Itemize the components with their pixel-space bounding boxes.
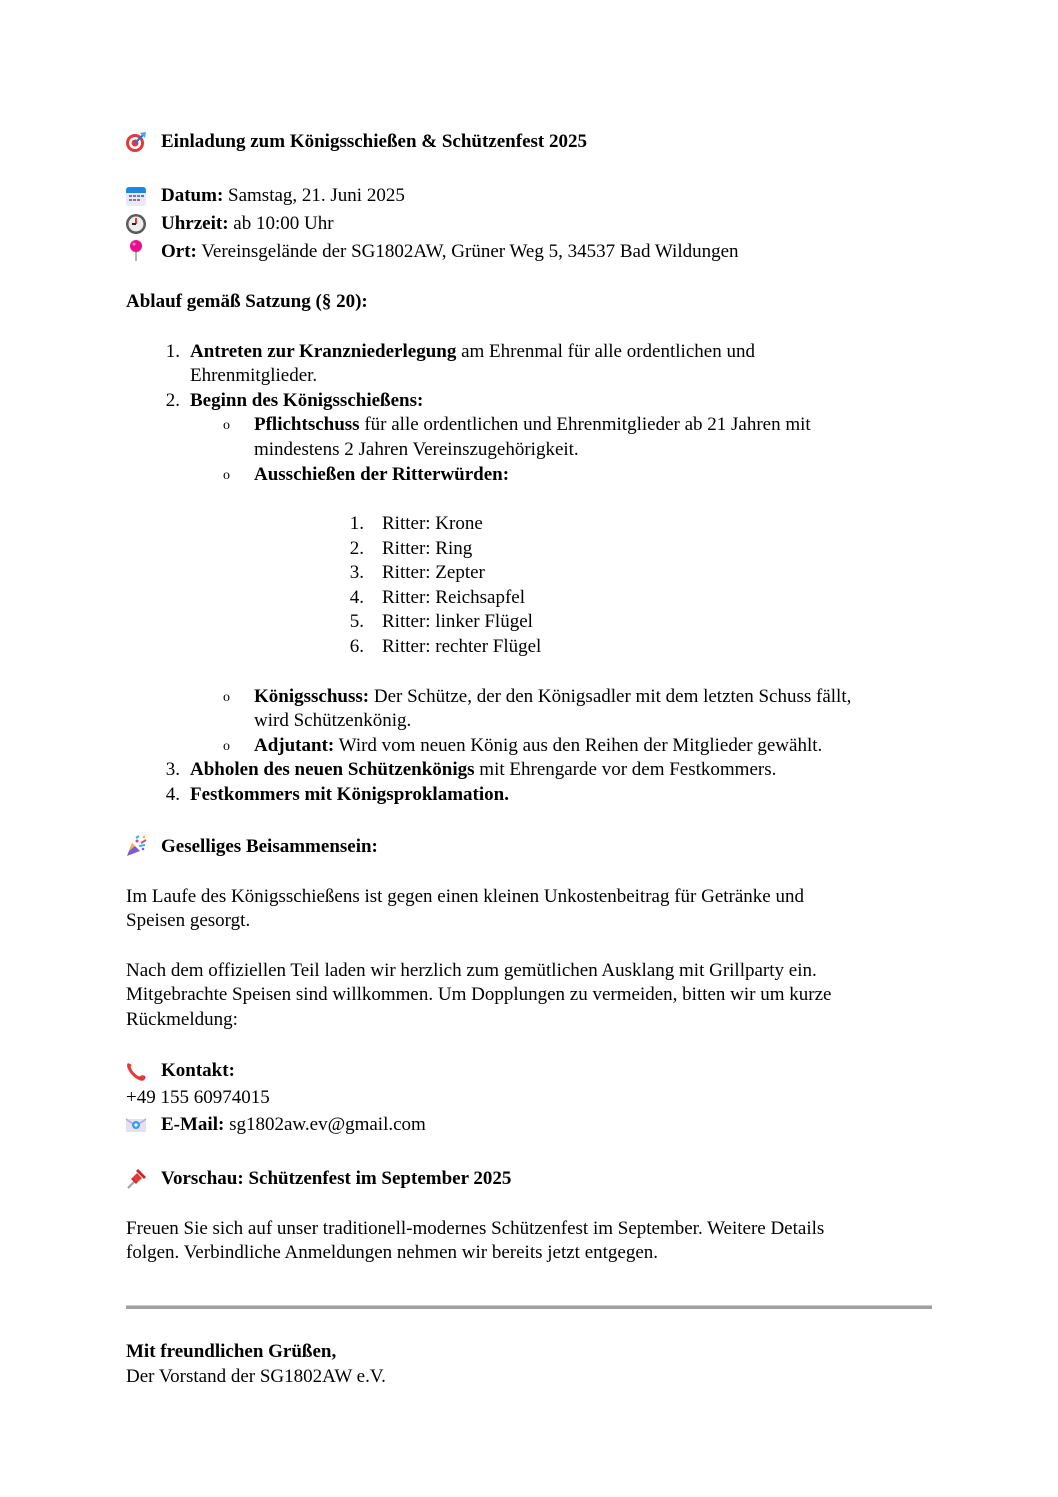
- preview-heading-text: Vorschau: Schützenfest im September 2025: [161, 1168, 512, 1189]
- social-para2-line2: Mitgebrachte Speisen sind willkommen. Um Dopplungen zu vermeiden, bitten wir um kurze: [126, 984, 832, 1005]
- contact-heading: [126, 1059, 235, 1083]
- ritter-item: Ritter: Zepter: [382, 562, 485, 583]
- ritter-number: 4.: [349, 587, 364, 608]
- ritter-item: Ritter: Ring: [382, 538, 473, 559]
- sub-item-pflichtschuss: Pflichtschuss für alle ordentlichen und Ehrenmitglieder ab 21 Jahren mit: [254, 414, 811, 435]
- sub-item-pflichtschuss-cont: mindestens 2 Jahren Vereinszugehörigkeit.: [254, 439, 579, 460]
- date-value: Samstag, 21. Juni 2025: [228, 185, 405, 206]
- email-label: E-Mail:: [161, 1114, 225, 1135]
- ritter-number: 3.: [349, 562, 364, 583]
- closing-greeting: Mit freundlichen Grüßen,: [126, 1341, 337, 1362]
- horizontal-divider: [126, 1305, 932, 1309]
- social-heading-text: Geselliges Beisammensein:: [161, 836, 378, 857]
- pushpin-icon: [125, 1168, 147, 1190]
- contact-heading-text: Kontakt:: [161, 1060, 235, 1081]
- email-value[interactable]: sg1802aw.ev@gmail.com: [229, 1114, 426, 1135]
- agenda-item-number: 2.: [165, 390, 180, 411]
- phone-icon: [125, 1060, 147, 1082]
- preview-line2: folgen. Verbindliche Anmeldungen nehmen wir bereits jetzt entgegen.: [126, 1242, 659, 1263]
- sub-item-ritterwuerden: Ausschießen der Ritterwürden:: [254, 464, 510, 485]
- agenda-item-number: 3.: [165, 759, 180, 780]
- social-para2-line1: Nach dem offiziellen Teil laden wir herzlich zum gemütlichen Ausklang mit Grillparty ein.: [126, 960, 817, 981]
- place-line: [126, 240, 739, 264]
- ritter-number: 5.: [349, 611, 364, 632]
- calendar-icon: [125, 185, 147, 207]
- place-value: Vereinsgelände der SG1802AW, Grüner Weg 5, 34537 Bad Wildungen: [201, 241, 739, 262]
- social-para1-line2: Speisen gesorgt.: [126, 910, 251, 931]
- social-para2-line3: Rückmeldung:: [126, 1009, 238, 1030]
- agenda-item-number: 4.: [165, 784, 180, 805]
- date-line: [126, 184, 405, 208]
- ritter-number: 1.: [349, 513, 364, 534]
- ritter-item: Ritter: rechter Flügel: [382, 636, 542, 657]
- sub-item-adjutant: Adjutant: Wird vom neuen König aus den Reihen der Mitglieder gewählt.: [254, 735, 823, 756]
- document-title: [126, 130, 587, 154]
- sub-bullet: o: [223, 690, 230, 705]
- sub-item-koenigsschuss: Königsschuss: Der Schütze, der den Königsadler mit dem letzten Schuss fällt,: [254, 686, 852, 707]
- sub-bullet: o: [223, 468, 230, 483]
- time-label: Uhrzeit:: [161, 213, 229, 234]
- sub-item-koenigsschuss-cont: wird Schützenkönig.: [254, 710, 412, 731]
- sub-bullet: o: [223, 418, 230, 433]
- agenda-item-2: Beginn des Königsschießens:: [190, 390, 424, 411]
- envelope-icon: [125, 1114, 147, 1136]
- social-para1-line1: Im Laufe des Königsschießens ist gegen einen kleinen Unkostenbeitrag für Getränke und: [126, 886, 804, 907]
- agenda-item-1: Antreten zur Kranzniederlegung am Ehrenmal für alle ordentlichen und: [190, 341, 755, 362]
- ritter-number: 2.: [349, 538, 364, 559]
- agenda-heading: Ablauf gemäß Satzung (§ 20):: [126, 291, 368, 312]
- pin-icon: [125, 239, 147, 261]
- party-popper-icon: [125, 835, 147, 857]
- ritter-item: Ritter: Krone: [382, 513, 483, 534]
- preview-heading: [126, 1167, 511, 1191]
- agenda-item-4: Festkommers mit Königsproklamation.: [190, 784, 509, 805]
- contact-email-line: [126, 1113, 426, 1137]
- target-dart-icon: [125, 131, 147, 153]
- date-label: Datum:: [161, 185, 224, 206]
- contact-phone[interactable]: +49 155 60974015: [126, 1087, 270, 1108]
- ritter-item: Ritter: linker Flügel: [382, 611, 533, 632]
- agenda-item-number: 1.: [165, 341, 180, 362]
- time-value: ab 10:00 Uhr: [233, 213, 334, 234]
- time-line: [126, 212, 334, 236]
- agenda-item-3: Abholen des neuen Schützenkönigs mit Ehrengarde vor dem Festkommers.: [190, 759, 777, 780]
- preview-line1: Freuen Sie sich auf unser traditionell-modernes Schützenfest im September. Weitere Details: [126, 1218, 825, 1239]
- title-text: Einladung zum Königsschießen & Schützenfest 2025: [161, 131, 587, 152]
- social-heading: [126, 835, 378, 859]
- ritter-number: 6.: [349, 636, 364, 657]
- sub-bullet: o: [223, 739, 230, 754]
- place-label: Ort:: [161, 241, 197, 262]
- clock-icon: [125, 213, 147, 235]
- agenda-item-1-cont: Ehrenmitglieder.: [190, 365, 318, 386]
- closing-signature: Der Vorstand der SG1802AW e.V.: [126, 1366, 386, 1387]
- ritter-item: Ritter: Reichsapfel: [382, 587, 525, 608]
